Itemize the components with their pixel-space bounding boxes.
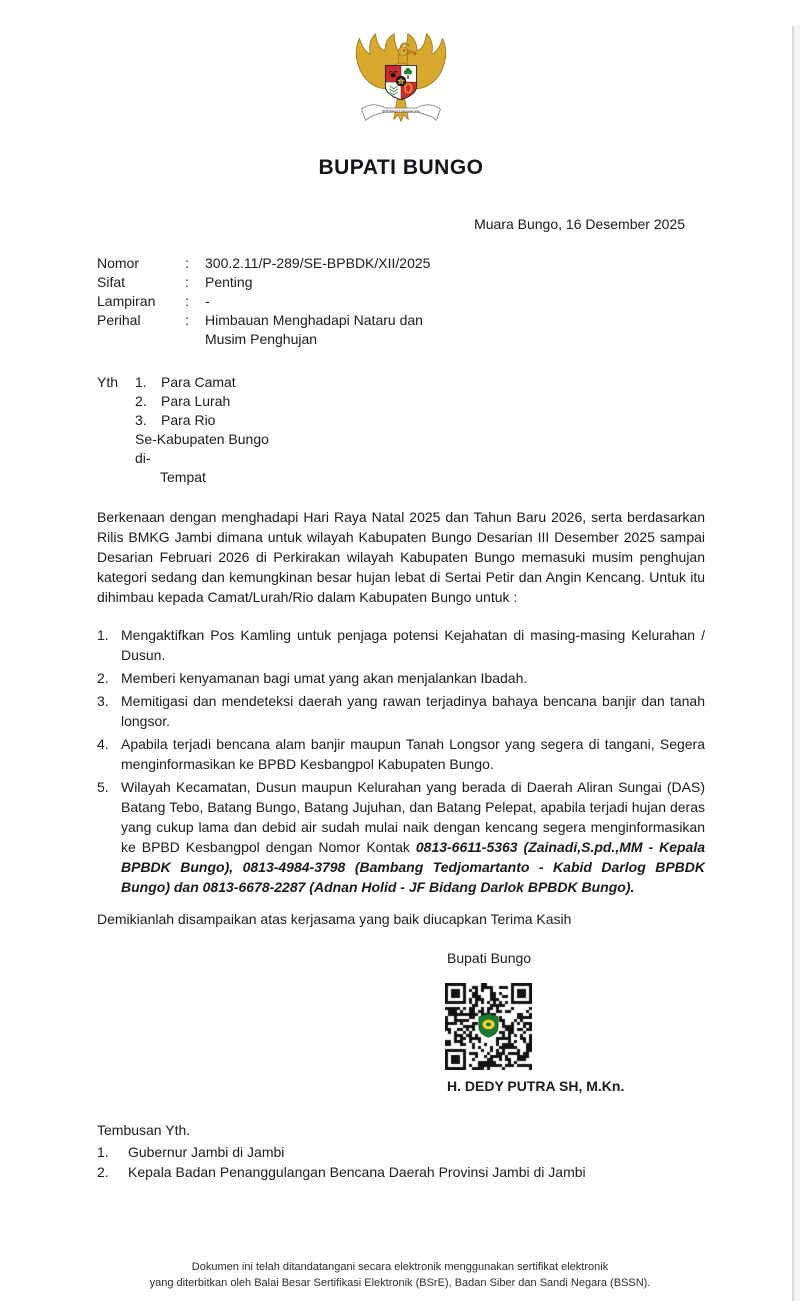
recipient-item [135, 392, 269, 411]
meta-value-sifat: Penting [205, 274, 253, 290]
emblem-motto-text: BHINNEKA TUNGGAL IKA [382, 108, 420, 113]
list-item-text-plain: Wilayah Kecamatan, Dusun maupun Kelurahan yang berada di Daerah Aliran Sungai (DAS) Batang Tebo, Batang Bungo, Batang Jujuhan, dan Batang Pelepat, apabila terjadi hujan deras yang cukup lama dan debid air sudah mulai naik dengan kencang segera menginformasikan ke BPBD Kesbangpol dengan Nomor Kontak [121, 779, 705, 855]
garuda-pancasila-emblem-icon [349, 26, 453, 138]
list-item-text [121, 777, 705, 897]
list-item [97, 734, 705, 774]
letter-meta [97, 254, 705, 349]
disclaimer-line-2: yang diterbitkan oleh Balai Besar Sertifikasi Elektronik (BSrE), Badan Siber dan Sandi Negara (BSSN). [149, 1277, 651, 1289]
electronic-signature-qr-code [445, 983, 532, 1070]
disclaimer-line-1: Dokumen ini telah ditandatangani secara elektronik menggunakan sertifikat elektronik [191, 1261, 609, 1273]
list-item-number: 3. [97, 693, 109, 709]
meta-row-nomor [97, 254, 705, 273]
meta-row-sifat [97, 273, 705, 292]
meta-colon: : [185, 312, 189, 328]
meta-value-nomor: 300.2.11/P-289/SE-BPBDK/XII/2025 [205, 255, 431, 271]
tembusan-number: 1. [97, 1144, 109, 1160]
list-item [97, 777, 705, 897]
scanned-page-edge [792, 26, 800, 1301]
list-item-text: Memitigasi dan mendeteksi daerah yang rawan terjadinya bahaya bencana banjir dan tanah longsor. [121, 693, 705, 729]
letterhead-title: BUPATI BUNGO [318, 156, 484, 179]
list-item-number: 5. [97, 779, 109, 795]
meta-value-perihal: Himbauan Menghadapi Nataru dan Musim Penghujan [205, 312, 423, 347]
meta-label: Perihal [97, 312, 141, 328]
emergency-contact-numbers: 0813-6611-5363 (Zainadi,S.pd.,MM - Kepala BPBDK Bungo), 0813-4984-3798 (Bambang Tedjomartanto - Kabid Darlog BPBDK Bungo) dan 0813-6678-2287 (Adnan Holid - JF Bidang Darlok BPBDK Bungo). [121, 839, 706, 895]
list-item-number: 2. [97, 670, 109, 686]
list-item-number: 1. [97, 627, 109, 643]
list-item-text: Apabila terjadi bencana alam banjir maupun Tanah Longsor yang segera di tangani, Segera menginformasikan ke BPBD Kesbangpol Kabupaten Bungo. [121, 736, 705, 772]
meta-row-perihal [97, 311, 705, 349]
signatory-title: Bupati Bungo [447, 950, 532, 966]
addressee-scope: Se-Kabupaten Bungo [135, 431, 269, 447]
meta-colon: : [185, 255, 189, 271]
official-letter-page [0, 26, 800, 1301]
qr-center-logo-icon [478, 1013, 499, 1038]
meta-value-lampiran: - [205, 293, 210, 309]
closing-line: Demikianlah disampaikan atas kerjasama yang baik diucapkan Terima Kasih [97, 911, 572, 927]
list-item-text: Mengaktifkan Pos Kamling untuk penjaga potensi Kejahatan di masing-masing Kelurahan / Dusun. [121, 627, 705, 663]
recipient-text: Para Lurah [161, 393, 231, 409]
tembusan-text: Kepala Badan Penanggulangan Bencana Daerah Provinsi Jambi di Jambi [128, 1164, 586, 1180]
electronic-signature-disclaimer [0, 1259, 800, 1291]
addressee-di: di- [135, 450, 151, 466]
tembusan-item [97, 1144, 705, 1160]
list-item [97, 691, 705, 731]
list-item [97, 668, 705, 688]
addressee-block [97, 373, 705, 487]
list-item [97, 625, 705, 665]
instruction-list [97, 625, 705, 897]
tembusan-header: Tembusan Yth. [97, 1122, 191, 1138]
meta-label: Sifat [97, 274, 126, 290]
recipient-text: Para Camat [161, 374, 236, 390]
addressee-salutation: Yth [97, 374, 119, 390]
recipient-item [135, 411, 269, 430]
list-item-text: Memberi kenyamanan bagi umat yang akan menjalankan Ibadah. [121, 670, 528, 686]
tembusan-item [97, 1164, 705, 1180]
letter-date: Muara Bungo, 16 Desember 2025 [474, 216, 685, 232]
list-item-number: 4. [97, 736, 109, 752]
recipient-number: 3. [135, 412, 147, 428]
recipient-number: 2. [135, 393, 147, 409]
addressee-place: Tempat [160, 469, 206, 485]
recipient-number: 1. [135, 374, 147, 390]
meta-colon: : [185, 274, 189, 290]
meta-colon: : [185, 293, 189, 309]
meta-label: Lampiran [97, 293, 156, 309]
signatory-name: H. DEDY PUTRA SH, M.Kn. [447, 1078, 625, 1094]
tembusan-block [97, 1120, 705, 1180]
tembusan-number: 2. [97, 1164, 109, 1180]
recipient-item [135, 373, 269, 392]
meta-label: Nomor [97, 255, 140, 271]
recipient-text: Para Rio [161, 412, 216, 428]
signature-block [447, 949, 647, 1094]
tembusan-text: Gubernur Jambi di Jambi [128, 1144, 285, 1160]
meta-row-lampiran [97, 292, 705, 311]
opening-paragraph: Berkenaan dengan menghadapi Hari Raya Natal 2025 dan Tahun Baru 2026, serta berdasarkan Rilis BMKG Jambi dimana untuk wilayah Kabupaten Bungo Desarian III Desember 2025 sampai Desarian Februari 2026 di Perkirakan wilayah Kabupaten Bungo memasuki musim penghujan kategori sedang dan kemungkinan besar hujan lebat di Sertai Petir dan Angin Kencang. Untuk itu dihimbau kepada Camat/Lurah/Rio dalam Kabupaten Bungo untuk : [97, 509, 705, 605]
